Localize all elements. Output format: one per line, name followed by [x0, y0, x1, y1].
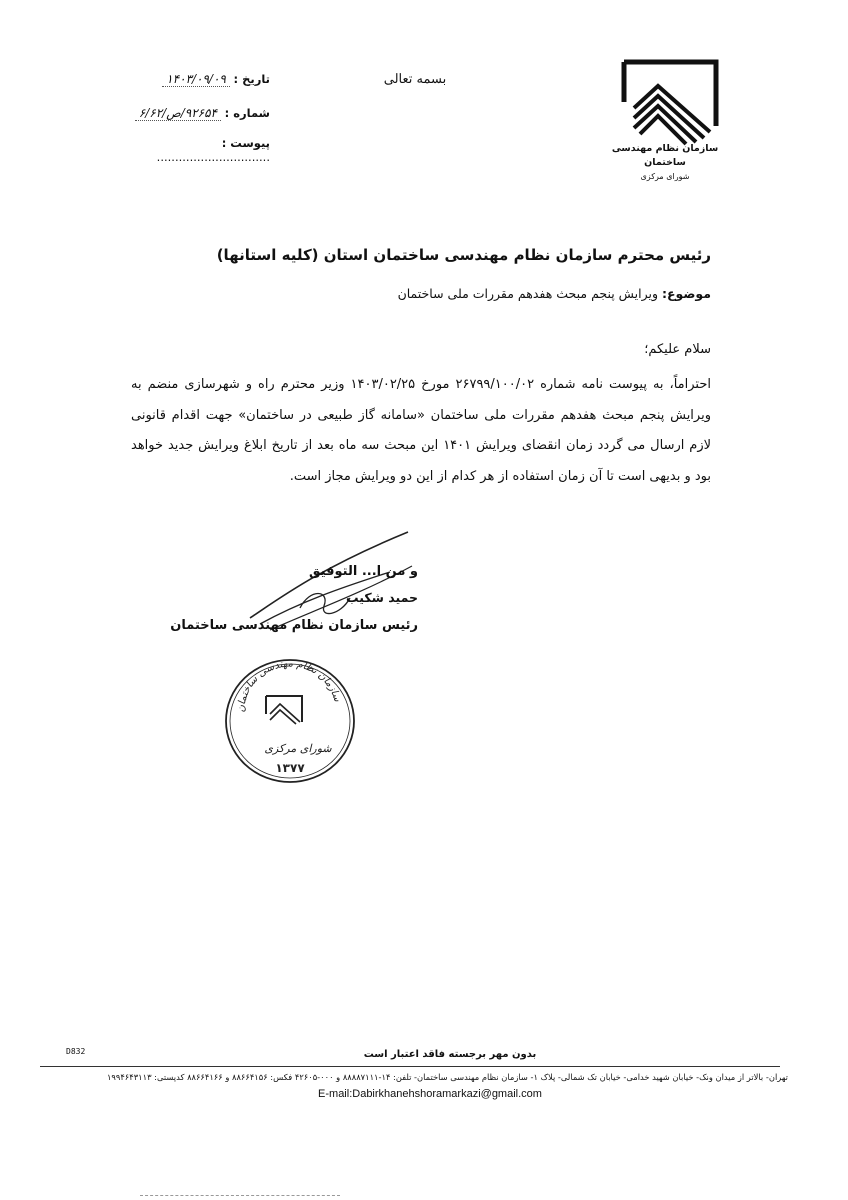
number-row: [110, 106, 270, 120]
org-name: سازمان نظام مهندسی ساختمان: [611, 143, 719, 168]
subject-label: موضوع:: [661, 286, 711, 301]
seal-logo-icon: [266, 696, 302, 724]
page-bottom-divider: [140, 1195, 340, 1196]
reference-code: D832: [66, 1047, 86, 1056]
seal-ring-text: سازمان نظام مهندسی ساختمان: [235, 658, 343, 713]
date-value: ۱۴۰۳/۰۹/۰۹: [162, 72, 230, 87]
signer-title: رئیس سازمان نظام مهندسی ساختمان: [170, 618, 418, 633]
letter-body: احتراماً، به پیوست نامه شماره ۲۶۷۹۹/۱۰۰/۰۲ مورخ ۱۴۰۳/۰۲/۲۵ وزیر محترم راه و شهرسازی منضم به ویرایش پنجم مبحث هفدهم مقررات ملی ساختمان «سامانه گاز طبیعی در ساختمان» جهت اقدام قانونی لازم ارسال می گردد زمان انقضای ویرایش ۱۴۰۱ این مبحث سه ماه بعد از تاریخ ابلاغ ویرایش جدید خواهد بود و بدیهی است تا آن زمان استفاده از هر کدام از این دو ویرایش مجاز است.: [131, 377, 712, 484]
closing-phrase: و من ا... التوفیق: [308, 564, 418, 579]
org-sub-name: شورای مرکزی: [640, 172, 690, 181]
basmala: بسمه تعالی: [383, 72, 447, 87]
official-seal-icon: [222, 656, 358, 786]
footer-email[interactable]: E-mail:Dabirkhanehshoramarkazi@gmail.com: [318, 1088, 542, 1100]
date-row: [110, 72, 270, 86]
org-logo-caption: [598, 142, 732, 184]
footer-divider: [40, 1066, 780, 1067]
subject-text: ویرایش پنجم مبحث هفدهم مقررات ملی ساختمان: [397, 286, 658, 301]
number-value: ۹۲۶۵۴/ص/۶/۶۲: [135, 106, 221, 121]
salutation: سلام علیکم؛: [644, 342, 711, 357]
attachment-label: پیوست :: [221, 136, 270, 150]
signer-name: حمید شکیب: [346, 590, 418, 605]
date-label: تاریخ :: [233, 72, 270, 86]
number-label: شماره :: [224, 106, 270, 120]
attachment-value: ...............................: [156, 150, 270, 164]
seal-year: ۱۳۷۷: [275, 761, 305, 775]
footer-address: تهران- بالاتر از میدان ونک- خیابان شهید خدامی- خیابان تک شمالی- پلاک ۱- سازمان نظام مهندسی ساختمان- تلفن: ۱۴-۸۸۸۸۷۱۱۱ و ۰۰۰-۴۲۶۰۵ فکس: ۸۸۶۶۴۱۵۶ و ۸۸۶۶۴۱۶۶ کدپستی: ۱۹۹۴۶۴۳۱۱۳: [106, 1072, 788, 1082]
addressee: رئیس محترم سازمان نظام مهندسی ساختمان استان (کلیه استانها): [216, 246, 711, 264]
no-stamp-notice: بدون مهر برجسته فاقد اعتبار است: [363, 1049, 537, 1060]
seal-center-text: شورای مرکزی: [264, 742, 332, 755]
attachment-row: [110, 136, 270, 164]
subject-line: [111, 286, 711, 301]
